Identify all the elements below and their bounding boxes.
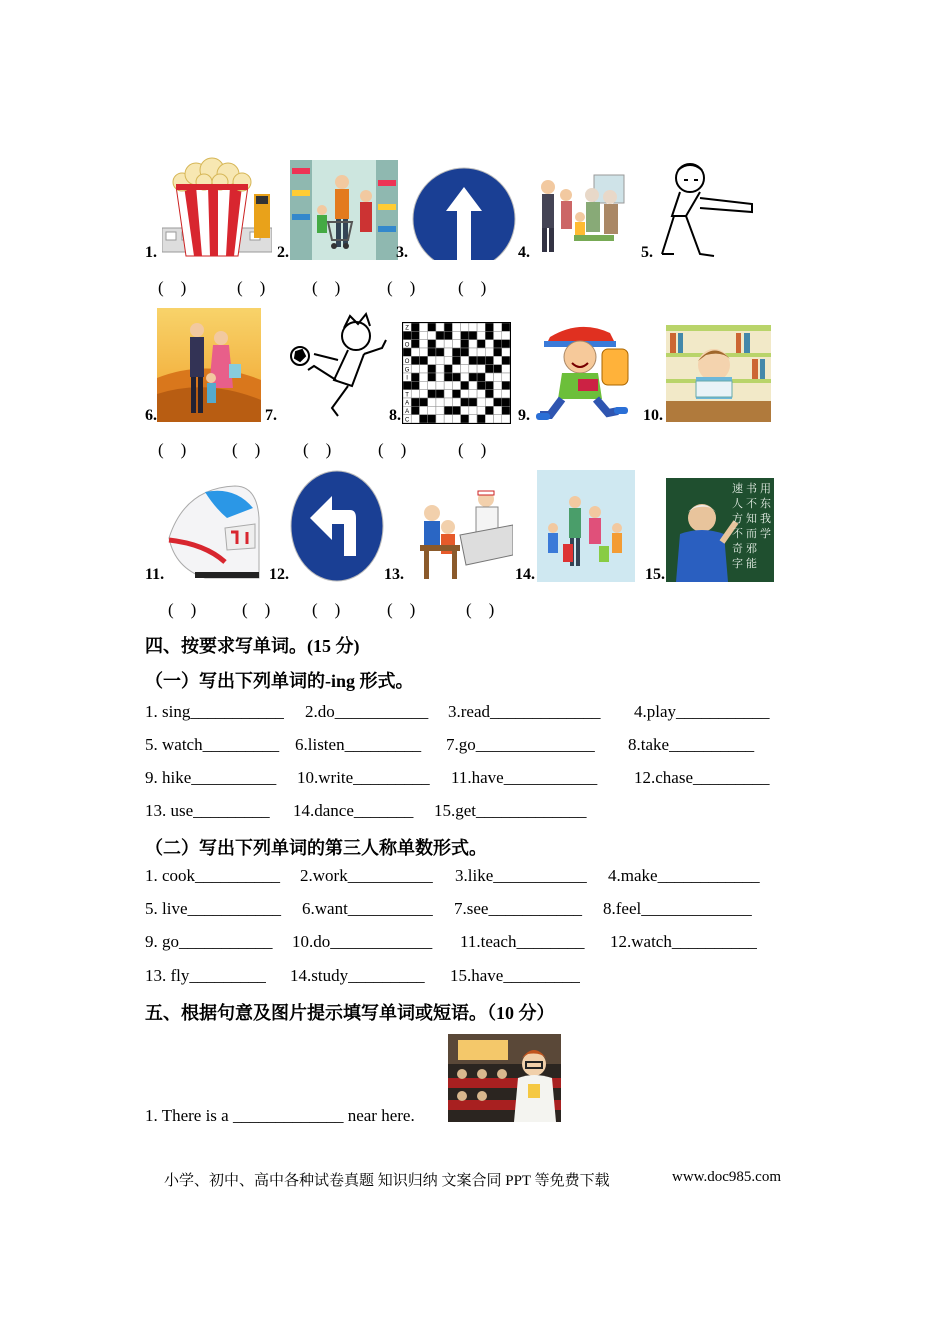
svg-text:速: 速	[732, 482, 743, 495]
word-blank[interactable]: 3.like___________	[455, 866, 587, 885]
svg-text:奇: 奇	[732, 542, 743, 555]
answer-parentheses[interactable]: ( )	[466, 600, 495, 619]
word-blank[interactable]: 5. watch_________	[145, 735, 280, 754]
svg-text:方: 方	[732, 512, 743, 525]
word-blank[interactable]: 7.see___________	[454, 899, 582, 918]
svg-text:东: 东	[760, 497, 771, 510]
svg-text:O: O	[404, 359, 410, 365]
item-number: 14.	[515, 566, 535, 583]
answer-parentheses[interactable]: ( )	[168, 600, 197, 619]
football-boy-picture	[278, 310, 390, 422]
word-blank[interactable]: 4.make____________	[608, 866, 760, 885]
section-4-title: 四、按要求写单词。(15 分)	[145, 636, 360, 656]
word-blank[interactable]: 2.do___________	[305, 702, 429, 721]
svg-text:O: O	[404, 342, 410, 349]
item-number: 2.	[277, 244, 289, 261]
cinema-picture	[448, 1034, 561, 1122]
word-blank[interactable]: 12.chase_________	[634, 768, 770, 787]
answer-parentheses[interactable]: ( )	[237, 278, 266, 297]
doctor-visit-picture	[410, 485, 513, 582]
family-walk-picture	[157, 308, 261, 422]
svg-text:邪: 邪	[746, 542, 757, 555]
svg-text:L: L	[405, 350, 409, 357]
svg-text:知: 知	[746, 512, 757, 525]
answer-parentheses[interactable]: ( )	[303, 440, 332, 459]
footer-left-text: 小学、初中、高中各种试卷真题 知识归纳 文案合同 PPT 等免费下载	[164, 1173, 610, 1189]
word-blank[interactable]: 13. fly_________	[145, 966, 266, 985]
answer-parentheses[interactable]: ( )	[232, 440, 261, 459]
word-blank[interactable]: 5. live___________	[145, 899, 281, 918]
part-1-title: （一）写出下列单词的-ing 形式。	[145, 671, 414, 691]
item-number: 8.	[389, 407, 401, 424]
family-visit-picture	[534, 165, 634, 260]
answer-parentheses[interactable]: ( )	[458, 278, 487, 297]
item-number: 5.	[641, 244, 653, 261]
part-2-title: （二）写出下列单词的第三人称单数形式。	[145, 838, 487, 858]
item-number: 9.	[518, 407, 530, 424]
word-blank[interactable]: 15.get_____________	[434, 801, 587, 820]
footer-website[interactable]: www.doc985.com	[672, 1169, 782, 1185]
svg-text:I: I	[406, 375, 408, 382]
word-blank[interactable]: 10.write_________	[297, 768, 430, 787]
word-blank[interactable]: 8.feel_____________	[603, 899, 752, 918]
section-5-title: 五、根据句意及图片提示填写单词或短语。（10 分）	[145, 1003, 555, 1023]
svg-text:书: 书	[746, 482, 757, 495]
word-blank[interactable]: 15.have_________	[450, 966, 580, 985]
answer-parentheses[interactable]: ( )	[458, 440, 487, 459]
answer-parentheses[interactable]: ( )	[387, 600, 416, 619]
fill-in-sentence-1[interactable]: 1. There is a _____________ near here.	[145, 1106, 415, 1125]
word-blank[interactable]: 1. sing___________	[145, 702, 284, 721]
svg-text:O: O	[404, 334, 410, 340]
svg-text:Z: Z	[405, 325, 409, 332]
svg-text:A: A	[405, 409, 410, 415]
svg-text:不: 不	[732, 527, 743, 540]
word-blank[interactable]: 6.listen_________	[295, 735, 422, 754]
word-blank[interactable]: 9. hike__________	[145, 768, 277, 787]
item-number: 1.	[145, 244, 157, 261]
svg-text:S: S	[405, 384, 410, 390]
word-blank[interactable]: 1. cook__________	[145, 866, 281, 885]
word-blank[interactable]: 10.do____________	[292, 932, 433, 951]
item-number: 10.	[643, 407, 663, 424]
train-picture	[165, 478, 261, 582]
word-blank[interactable]: 7.go______________	[446, 735, 595, 754]
answer-parentheses[interactable]: ( )	[158, 278, 187, 297]
answer-parentheses[interactable]: ( )	[378, 440, 407, 459]
word-blank[interactable]: 3.read_____________	[448, 702, 601, 721]
answer-parentheses[interactable]: ( )	[158, 440, 187, 459]
reading-boy-picture	[666, 325, 771, 422]
word-blank[interactable]: 8.take__________	[628, 735, 755, 754]
svg-text:G: G	[404, 367, 410, 374]
word-blank[interactable]: 6.want__________	[302, 899, 433, 918]
teacher-chalkboard-picture	[666, 478, 774, 582]
svg-text:人: 人	[732, 497, 743, 510]
svg-text:字: 字	[732, 557, 743, 570]
popcorn-picture	[162, 156, 272, 260]
word-blank[interactable]: 12.watch__________	[610, 932, 757, 951]
svg-text:C: C	[404, 417, 410, 423]
svg-text:不: 不	[746, 497, 757, 510]
word-blank[interactable]: 11.teach________	[460, 932, 585, 951]
item-number: 13.	[384, 566, 404, 583]
supermarket-picture	[290, 160, 398, 260]
word-blank[interactable]: 14.dance_______	[293, 801, 414, 820]
svg-text:T: T	[405, 392, 409, 399]
item-number: 4.	[518, 244, 530, 261]
answer-parentheses[interactable]: ( )	[242, 600, 271, 619]
crossword-picture	[402, 322, 511, 424]
svg-text:学: 学	[760, 527, 771, 540]
kungfu-boy-picture	[656, 156, 756, 260]
item-number: 11.	[145, 566, 165, 583]
word-blank[interactable]: 2.work__________	[300, 866, 433, 885]
turn-left-sign-picture	[290, 470, 385, 582]
answer-parentheses[interactable]: ( )	[387, 278, 416, 297]
svg-text:A: A	[405, 400, 410, 407]
answer-parentheses[interactable]: ( )	[312, 278, 341, 297]
item-number: 12.	[269, 566, 289, 583]
item-number: 6.	[145, 407, 157, 424]
item-number: 3.	[396, 244, 408, 261]
word-blank[interactable]: 9. go___________	[145, 932, 273, 951]
word-blank[interactable]: 11.have___________	[451, 768, 598, 787]
word-blank[interactable]: 4.play___________	[634, 702, 770, 721]
svg-text:用: 用	[760, 482, 771, 495]
item-number: 7.	[265, 407, 277, 424]
answer-parentheses[interactable]: ( )	[312, 600, 341, 619]
item-number: 15.	[645, 566, 665, 583]
schoolboy-picture	[536, 319, 634, 422]
word-blank[interactable]: 13. use_________	[145, 801, 270, 820]
svg-text:能: 能	[746, 557, 757, 570]
svg-text:而: 而	[746, 527, 757, 540]
word-blank[interactable]: 14.study_________	[290, 966, 425, 985]
go-straight-sign-picture	[412, 167, 517, 260]
family-travel-picture	[537, 470, 635, 582]
svg-text:我: 我	[760, 512, 771, 525]
